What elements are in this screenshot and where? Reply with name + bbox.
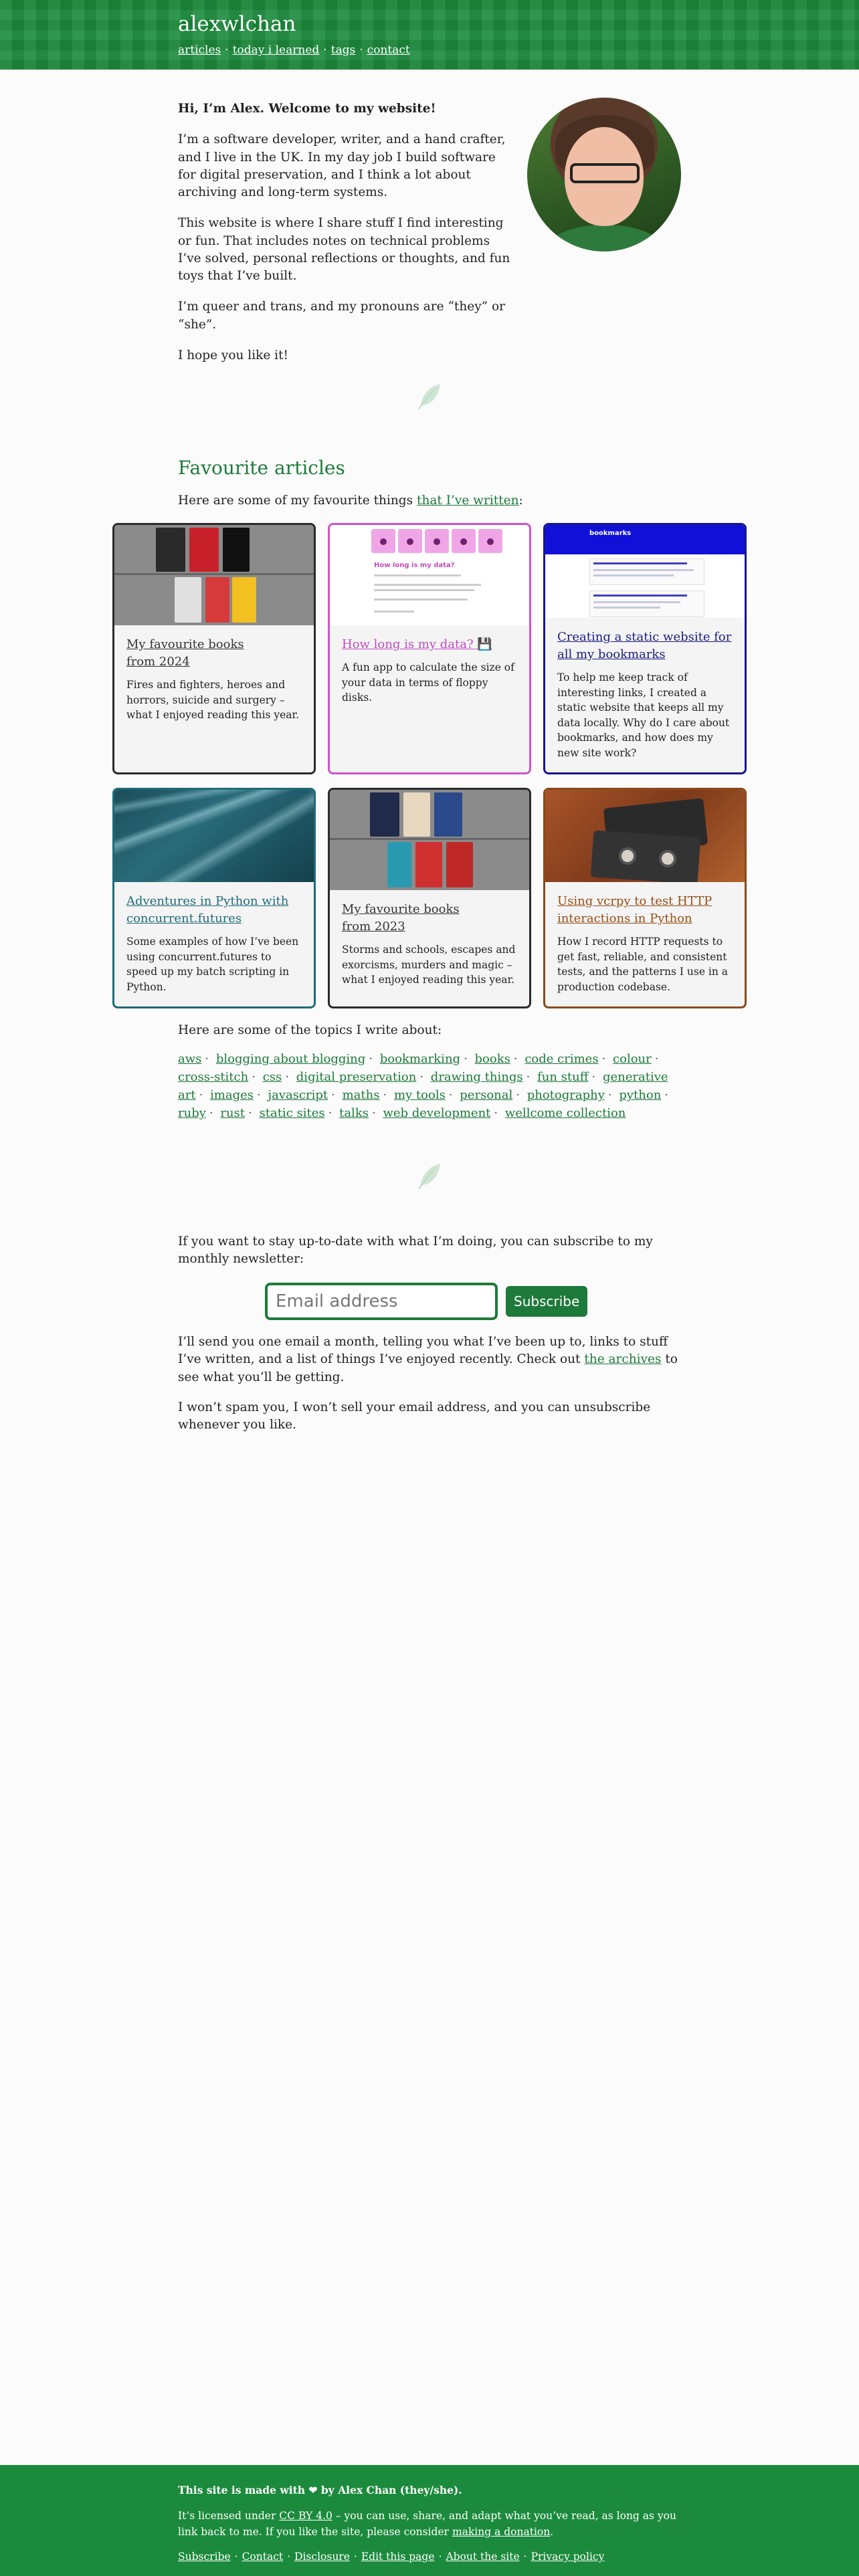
- topic-link[interactable]: javascript: [268, 1088, 328, 1102]
- nav-today-i-learned[interactable]: today i learned: [232, 43, 320, 58]
- site-header: [0, 0, 859, 70]
- topic-link[interactable]: web development: [383, 1106, 491, 1120]
- footer-link-edit-page[interactable]: Edit this page: [361, 2550, 435, 2563]
- floppy-thumb-title: How long is my data?: [374, 562, 455, 569]
- topic-link[interactable]: talks: [339, 1106, 369, 1120]
- archives-link[interactable]: the archives: [584, 1352, 662, 1367]
- topic-link[interactable]: personal: [460, 1088, 513, 1102]
- nav-tags[interactable]: tags: [330, 43, 356, 58]
- books-2023-thumbnail: [330, 790, 529, 890]
- avatar: [527, 98, 681, 251]
- site-footer: [0, 2465, 859, 2576]
- intro-paragraph-4: I hope you like it!: [178, 348, 288, 362]
- books-2024-thumbnail: [114, 525, 314, 625]
- site-nav: articles · today i learned · tags · contact: [178, 43, 410, 58]
- floppy-thumbnail: [330, 525, 529, 625]
- card-floppy-data[interactable]: [328, 523, 531, 774]
- topic-link[interactable]: books: [474, 1052, 510, 1066]
- card-static-bookmarks[interactable]: [543, 523, 747, 774]
- footer-links: Subscribe · Contact · Disclosure · Edit this page · About the site · Privacy policy: [178, 2550, 605, 2563]
- favourite-articles-heading: Favourite articles: [178, 457, 345, 479]
- topic-link[interactable]: code crimes: [524, 1052, 599, 1066]
- card-title-static-bookmarks[interactable]: Creating a static website for all my bookmarks: [557, 630, 732, 662]
- topic-link[interactable]: aws: [178, 1052, 202, 1066]
- footer-link-privacy[interactable]: Privacy policy: [531, 2550, 605, 2563]
- python-thumbnail: [114, 790, 314, 882]
- topic-link[interactable]: bookmarking: [379, 1052, 461, 1066]
- topics-list: aws · blogging about blogging · bookmarking · books · code crimes · colour · cross-stitch · css · digital preservation · drawing things · fun stuff · generative art · images · javascript · maths · my tools · personal · photography · python · ruby · rust · static sites · talks · web development · wellcome collection: [178, 1052, 669, 1120]
- nav-contact[interactable]: contact: [367, 43, 410, 58]
- topic-link[interactable]: colour: [613, 1052, 652, 1066]
- topic-link[interactable]: wellcome collection: [504, 1106, 626, 1120]
- footer-license: It’s licensed under CC BY 4.0 – you can use, share, and adapt what you’ve read, as long as you link back to me. If you like the site, please consider making a donation.: [178, 2510, 676, 2538]
- topic-link[interactable]: photography: [527, 1088, 605, 1102]
- subscribe-button[interactable]: Subscribe: [506, 1286, 587, 1317]
- site-title-link[interactable]: alexwlchan: [178, 12, 296, 36]
- card-desc-python-futures: Some examples of how I’ve been using concurrent.futures to speed up my batch scripting in Python.: [126, 936, 299, 993]
- vcr-thumbnail: [545, 790, 745, 882]
- nav-articles[interactable]: articles: [178, 43, 221, 58]
- topic-link[interactable]: fun stuff: [537, 1070, 589, 1084]
- footer-link-about[interactable]: About the site: [446, 2550, 520, 2563]
- intro-paragraph-1: I’m a software developer, writer, and a hand crafter, and I live in the UK. In my day job I build software for digital preservation, and I think a lot about archiving and long-term systems.: [178, 132, 506, 200]
- topic-link[interactable]: blogging about blogging: [215, 1052, 366, 1066]
- bookmarks-thumb-title: bookmarks: [589, 530, 632, 537]
- card-desc-floppy-data: A fun app to calculate the size of your data in terms of floppy disks.: [342, 661, 514, 704]
- favourites-intro: Here are some of my favourite things that I’ve written:: [178, 494, 523, 508]
- greeting: Hi, I’m Alex. Welcome to my website!: [178, 102, 436, 116]
- card-title-vcrpy[interactable]: Using vcrpy to test HTTP interactions in Python: [557, 893, 712, 926]
- intro-paragraph-2: This website is where I share stuff I find interesting or fun. That includes notes on technical problems I’ve solved, personal reflections or thoughts, and fun toys that I’ve built.: [178, 216, 510, 284]
- footer-made-with: This site is made with ❤ by Alex Chan (they/she).: [178, 2484, 462, 2496]
- card-python-futures[interactable]: [112, 788, 316, 1008]
- bookmarks-thumbnail: [545, 525, 745, 618]
- topic-link[interactable]: drawing things: [430, 1070, 523, 1084]
- topics-intro: Here are some of the topics I write about:: [178, 1023, 442, 1037]
- card-desc-books-2024: Fires and fighters, heroes and horrors, suicide and surgery – what I enjoyed reading this year.: [126, 679, 300, 722]
- footer-link-contact[interactable]: Contact: [242, 2550, 284, 2563]
- card-title-books-2024[interactable]: My favourite books from 2024: [126, 637, 244, 669]
- topic-link[interactable]: python: [619, 1088, 662, 1102]
- card-title-books-2023[interactable]: My favourite books from 2023: [342, 902, 460, 934]
- footer-link-disclosure[interactable]: Disclosure: [294, 2550, 350, 2563]
- card-books-2024[interactable]: [112, 523, 316, 774]
- card-books-2023[interactable]: [328, 788, 531, 1008]
- newsletter-intro: If you want to stay up-to-date with what I’m doing, you can subscribe to my monthly newsletter:: [178, 1235, 653, 1267]
- card-vcrpy[interactable]: [543, 788, 747, 1008]
- card-desc-vcrpy: How I record HTTP requests to get fast, reliable, and consistent tests, and the patterns I use in a production codebase.: [557, 936, 729, 993]
- topic-link[interactable]: generative art: [178, 1070, 668, 1102]
- intro-paragraph-3: I’m queer and trans, and my pronouns are “they” or “she”.: [178, 300, 505, 332]
- card-desc-books-2023: Storms and schools, escapes and exorcisms, murders and magic – what I enjoyed reading this year.: [342, 944, 516, 986]
- topic-link[interactable]: css: [262, 1070, 282, 1084]
- topic-link[interactable]: rust: [220, 1106, 246, 1120]
- topic-link[interactable]: ruby: [178, 1106, 206, 1120]
- footer-link-subscribe[interactable]: Subscribe: [178, 2550, 231, 2563]
- topic-link[interactable]: maths: [342, 1088, 380, 1102]
- newsletter-description: I’ll send you one email a month, telling you what I’ve been up to, links to stuff I’ve written, and a list of things I’ve enjoyed recently. Check out the archives to see what you’ll be getting.: [178, 1335, 678, 1384]
- intro-section: [178, 100, 512, 378]
- leaf-divider-icon: [416, 381, 443, 411]
- card-desc-static-bookmarks: To help me keep track of interesting links, I created a static website that keeps all my data locally. Why do I care about bookmarks, and how does my new site work?: [557, 671, 730, 759]
- topic-link[interactable]: static sites: [259, 1106, 325, 1120]
- newsletter-form: [265, 1283, 587, 1320]
- cc-license-link[interactable]: CC BY 4.0: [279, 2510, 332, 2523]
- written-link[interactable]: that I’ve written: [417, 494, 519, 508]
- article-cards: [112, 523, 747, 1008]
- topic-link[interactable]: digital preservation: [296, 1070, 417, 1084]
- card-title-floppy-data[interactable]: How long is my data? 💾: [342, 637, 492, 651]
- donation-link[interactable]: making a donation: [452, 2525, 551, 2538]
- topic-link[interactable]: images: [210, 1088, 254, 1102]
- newsletter-no-spam: I won’t spam you, I won’t sell your email address, and you can unsubscribe whenever you like.: [178, 1400, 651, 1432]
- card-title-python-futures[interactable]: Adventures in Python with concurrent.futures: [126, 893, 289, 926]
- topic-link[interactable]: cross-stitch: [178, 1070, 249, 1084]
- leaf-divider-icon: [416, 1161, 443, 1190]
- email-field[interactable]: [265, 1283, 498, 1320]
- topic-link[interactable]: my tools: [393, 1088, 446, 1102]
